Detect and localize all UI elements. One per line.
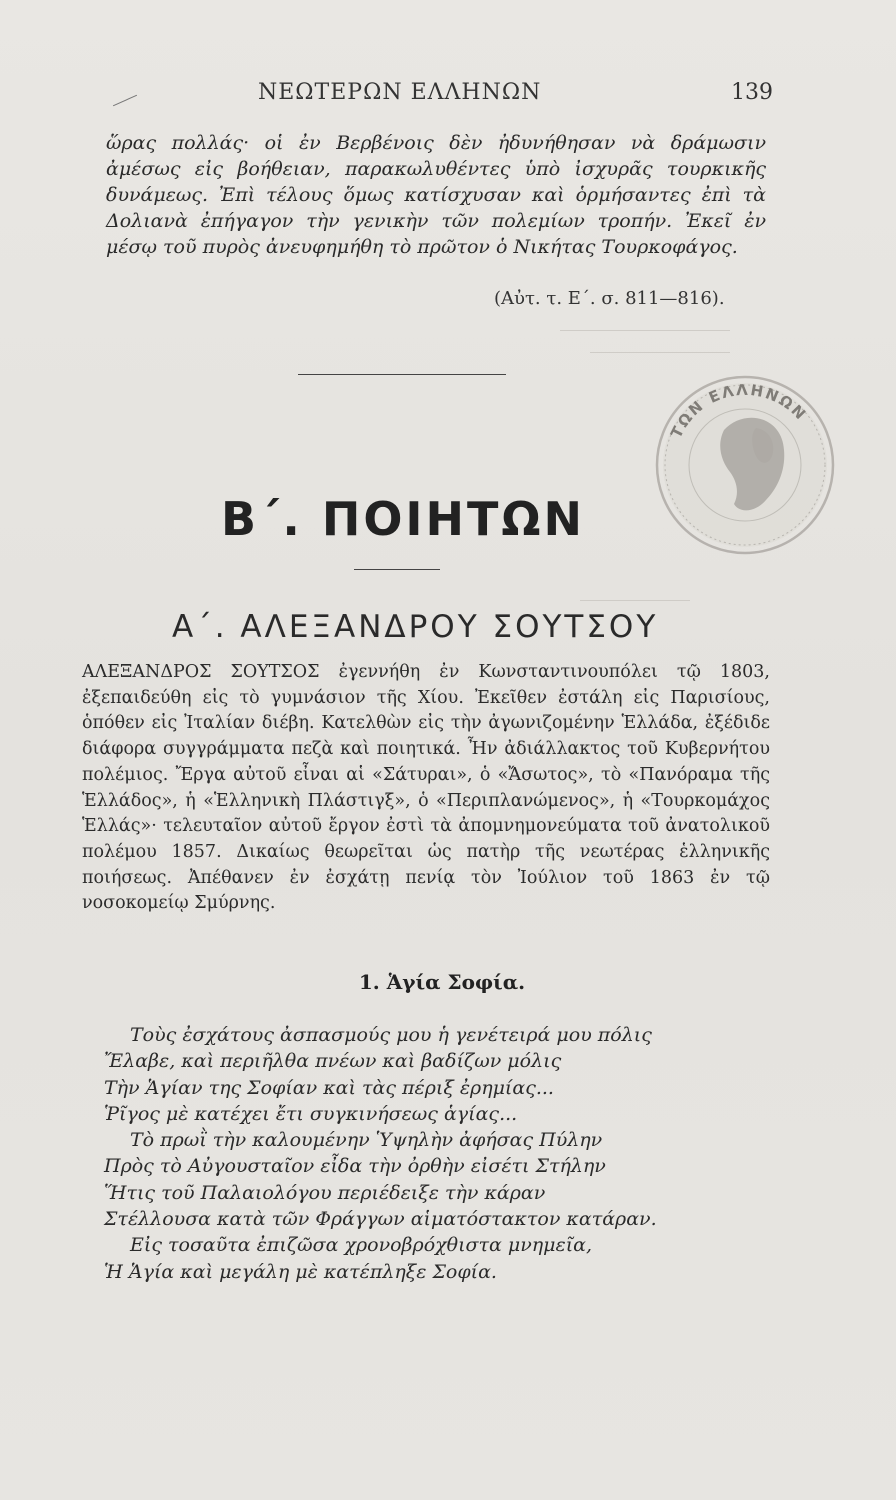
section-divider-top — [298, 374, 506, 375]
running-title: ΝΕΩΤΕΡΩΝ ΕΛΛΗΝΩΝ — [258, 80, 542, 105]
poem-line: Στέλλουσα κατὰ τῶν Φράγγων αἱματόστακτον κατάραν. — [104, 1208, 657, 1231]
poem-line: Ἔλαβε, καὶ περιῆλθα πνέων καὶ βαδίζων μόλις — [104, 1050, 562, 1073]
poet-biography: ΑΛΕΞΑΝΔΡΟΣ ΣΟΥΤΣΟΣ ἐγεννήθη ἐν Κωνσταντινουπόλει τῷ 1803, ἐξεπαιδεύθη εἰς τὸ γυμνάσιον τῆς Χίου. Ἐκεῖθεν ἐστάλη εἰς Παρισίους, ὁπόθεν εἰς Ἰταλίαν διέβη. Κατελθὼν εἰς τὴν ἀγωνιζομένην Ἑλλάδα, ἐξέδιδε διάφορα συγγράμματα πεζὰ καὶ ποιητικά. Ἦν ἀδιάλλακτος τοῦ Κυβερνήτου πολέμιος. Ἔργα αὐτοῦ εἶναι αἱ «Σάτυραι», ὁ «Ἄσωτος», τὸ «Πανόραμα τῆς Ἑλλάδος», ἡ «Ἑλληνικὴ Πλάστιγξ», ὁ «Περιπλανώμενος», ἡ «Τουρκομάχος Ἑλλάς»· τελευταῖον αὐτοῦ ἔργον ἐστὶ τὰ ἀπομνημονεύματα τοῦ ἀνατολικοῦ πολέμου 1857. Δικαίως θεωρεῖται ὡς πατὴρ τῆς νεωτέρας ἑλληνικῆς ποιήσεως. Ἀπέθανεν ἐν ἐσχάτῃ πενίᾳ τὸν Ἰούλιον τοῦ 1863 ἐν τῷ νοσοκομείῳ Σμύρνης. — [82, 662, 770, 914]
poem-line: Εἰς τοσαῦτα ἐπιζῶσα χρονοβρόχθιστα μνημεῖα, — [130, 1234, 593, 1257]
poem-line: Πρὸς τὸ Αὐγουσταῖον εἶδα τὴν ὀρθὴν εἰσέτι Στήλην — [104, 1155, 606, 1178]
poet-heading: Α΄. ΑΛΕΞΑΝΔΡΟΥ ΣΟΥΤΣΟΥ — [172, 609, 659, 645]
header-pencil-mark — [113, 95, 137, 106]
page-number: 139 — [731, 80, 773, 105]
poem-line: Ῥῖγος μὲ κατέχει ἔτι συγκινήσεως ἁγίας... — [104, 1102, 518, 1125]
intro-citation: (Αὐτ. τ. Ε΄. σ. 811—816). — [494, 288, 725, 309]
bleed-through-line — [560, 330, 730, 331]
poem-line: Ἥτις τοῦ Παλαιολόγου περιέδειξε τὴν κάραν — [104, 1181, 546, 1204]
poem-line: Ἡ Ἁγία καὶ μεγάλη μὲ κατέπληξε Σοφία. — [104, 1260, 497, 1283]
bleed-through-line — [580, 600, 690, 601]
poem-line: Τὴν Ἁγίαν της Σοφίαν καὶ τὰς πέριξ ἐρημίας... — [104, 1076, 554, 1099]
poem-line: Τοὺς ἐσχάτους ἀσπασμούς μου ἡ γενέτειρά μου πόλις — [130, 1024, 652, 1046]
section-heading: Β΄. ΠΟΙΗΤΩΝ — [220, 492, 586, 546]
poem-body — [104, 1022, 704, 1285]
section-divider-bottom — [354, 569, 440, 570]
poem-title: 1. Ἁγία Σοφία. — [358, 970, 526, 994]
intro-paragraph: ὥρας πολλάς· οἱ ἐν Βερβένοις δὲν ἠδυνήθησαν νὰ δράμωσιν ἀμέσως εἰς βοήθειαν, παρακωλυθέντες ὑπὸ ἰσχυρᾶς τουρκικῆς δυνάμεως. Ἐπὶ τέλους ὅμως κατίσχυσαν καὶ ὁρμήσαντες ἐπὶ τὰ Δολιανὰ ἐπήγαγον τὴν γενικὴν τῶν πολεμίων τροπήν. Ἐκεῖ ἐν μέσῳ τοῦ πυρὸς ἀνευφημήθη τὸ πρῶτον ὁ Νικήτας Τουρκοφάγος. — [106, 132, 766, 258]
bleed-through-line — [590, 352, 730, 353]
poem-line: Τὸ πρωῒ τὴν καλουμένην Ὑψηλὴν ἀφήσας Πύλην — [130, 1129, 603, 1152]
page-header — [0, 80, 896, 110]
stamp-text: ΤΩΝ ΕΛΛΗΝΩΝ — [667, 380, 811, 441]
